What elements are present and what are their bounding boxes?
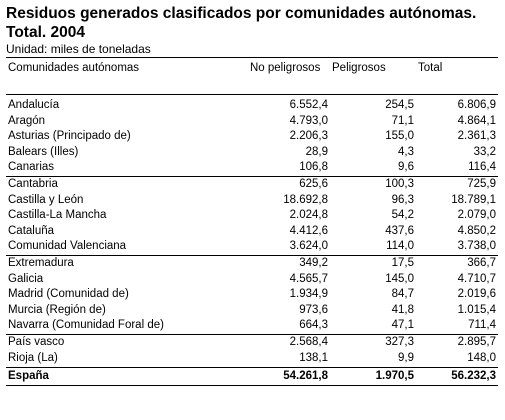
row-total: 148,0 [467, 351, 496, 364]
row-hazardous: 9,6 [398, 161, 414, 174]
document [6, 4, 500, 386]
header-non-hazardous: No peligrosos [250, 62, 321, 74]
row-total: 366,7 [467, 256, 496, 269]
row-hazardous: 84,7 [391, 288, 414, 301]
row-region: Castilla y León [8, 193, 84, 206]
table-row [6, 303, 498, 319]
table-row [6, 287, 498, 303]
row-total: 4.850,2 [457, 224, 496, 237]
data-table [6, 57, 498, 386]
row-region: Aragón [8, 114, 46, 127]
row-total: 116,4 [468, 161, 496, 174]
row-region: Cataluña [8, 224, 55, 237]
row-total: 2.361,3 [457, 130, 496, 143]
row-total: 3.738,0 [457, 240, 496, 253]
row-region: Extremadura [8, 256, 74, 269]
row-non-hazardous: 1.934,9 [289, 288, 328, 301]
row-non-hazardous: 138,1 [299, 351, 328, 364]
row-region: Galicia [8, 272, 44, 285]
table-row [6, 145, 498, 161]
total-non-hazardous: 54.261,8 [283, 370, 328, 383]
row-hazardous: 41,8 [391, 303, 414, 316]
header-total: Total [418, 62, 443, 74]
row-non-hazardous: 2.206,3 [289, 130, 328, 143]
row-non-hazardous: 3.624,0 [289, 240, 328, 253]
row-hazardous: 145,0 [385, 272, 414, 285]
total-hazardous: 1.970,5 [375, 370, 414, 383]
row-total: 4.864,1 [457, 114, 496, 127]
row-region: Asturias (Principado de) [8, 130, 131, 143]
row-non-hazardous: 18.692,8 [283, 193, 328, 206]
table-row [6, 176, 498, 193]
document-title: Residuos generados clasificados por comunidades autónomas. Total. 2004 [6, 5, 477, 41]
table-row [6, 272, 498, 288]
table-body [6, 98, 498, 366]
unit-label: Unidad: miles de toneladas [6, 42, 151, 56]
row-region: País vasco [8, 335, 65, 348]
row-non-hazardous: 2.024,8 [289, 209, 328, 222]
row-non-hazardous: 4.412,6 [289, 224, 328, 237]
table-row [6, 98, 498, 114]
row-total: 725,9 [467, 177, 496, 190]
row-region: Andalucía [8, 99, 60, 111]
row-total: 33,2 [473, 145, 496, 158]
row-hazardous: 9,9 [398, 351, 414, 364]
row-non-hazardous: 349,2 [299, 256, 328, 269]
table-row [6, 334, 498, 351]
table-row [6, 318, 498, 334]
row-region: Comunidad Valenciana [8, 240, 127, 253]
row-region: Castilla-La Mancha [8, 209, 107, 222]
row-region: Rioja (La) [8, 351, 58, 364]
row-total: 4.710,7 [457, 272, 496, 285]
row-region: Madrid (Comunidad de) [8, 288, 129, 301]
table-row [6, 224, 498, 240]
header-region: Comunidades autónomas [8, 62, 140, 74]
row-non-hazardous: 4.565,7 [289, 272, 328, 285]
table-row [6, 114, 498, 130]
row-hazardous: 71,1 [391, 114, 414, 127]
row-total: 6.806,9 [457, 99, 496, 111]
table-row [6, 351, 498, 367]
row-hazardous: 114,0 [386, 240, 414, 253]
row-hazardous: 17,5 [391, 256, 414, 269]
table-header [6, 57, 498, 95]
row-hazardous: 155,0 [385, 130, 414, 143]
row-total: 711,4 [468, 319, 496, 332]
row-non-hazardous: 6.552,4 [289, 99, 328, 111]
row-hazardous: 100,3 [385, 177, 414, 190]
row-region: Balears (Illes) [8, 145, 79, 158]
row-total: 2.079,0 [457, 209, 496, 222]
row-region: Murcia (Región de) [8, 303, 106, 316]
row-non-hazardous: 106,8 [299, 161, 328, 174]
table-row [6, 193, 498, 209]
table-row [6, 129, 498, 145]
header-hazardous: Peligrosos [332, 62, 386, 74]
row-non-hazardous: 4.793,0 [289, 114, 328, 127]
row-hazardous: 327,3 [385, 335, 414, 348]
row-region: Cantabria [8, 177, 58, 190]
row-non-hazardous: 28,9 [305, 145, 328, 158]
row-total: 1.015,4 [457, 303, 496, 316]
row-non-hazardous: 625,6 [299, 177, 328, 190]
table-total-row [6, 367, 498, 386]
row-region: Navarra (Comunidad Foral de) [8, 319, 164, 332]
table-row [6, 160, 498, 176]
row-hazardous: 47,1 [391, 319, 414, 332]
table-row [6, 239, 498, 255]
row-region: Canarias [8, 161, 55, 174]
total-region: España [8, 370, 49, 383]
row-total: 18.789,1 [451, 193, 496, 206]
row-total: 2.895,7 [457, 335, 496, 348]
row-hazardous: 54,2 [391, 209, 414, 222]
total-total: 56.232,3 [451, 370, 496, 383]
row-hazardous: 96,3 [391, 193, 414, 206]
table-row [6, 255, 498, 272]
row-non-hazardous: 973,6 [299, 303, 328, 316]
row-non-hazardous: 2.568,4 [289, 335, 328, 348]
row-hazardous: 4,3 [398, 145, 414, 158]
row-non-hazardous: 664,3 [299, 319, 328, 332]
row-total: 2.019,6 [457, 288, 496, 301]
row-hazardous: 254,5 [385, 99, 414, 111]
table-row [6, 208, 498, 224]
row-hazardous: 437,6 [385, 224, 414, 237]
